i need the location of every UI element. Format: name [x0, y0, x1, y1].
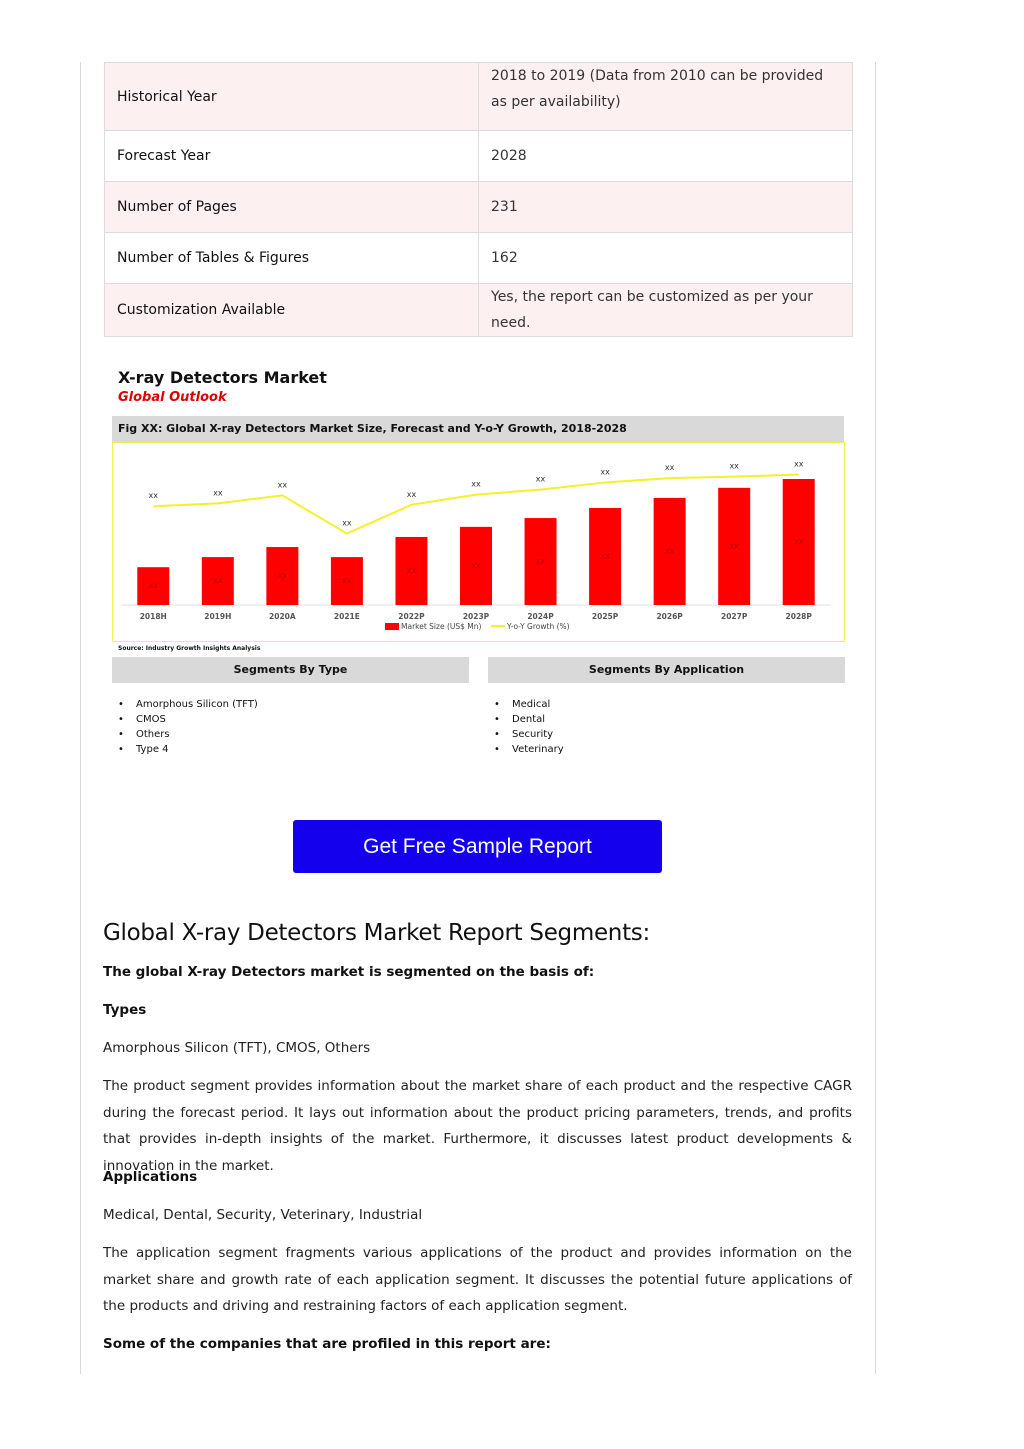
list-item: • Type 4	[118, 742, 258, 757]
market-infographic	[104, 360, 853, 760]
bar-label: xx	[600, 551, 610, 561]
types-list: Amorphous Silicon (TFT), CMOS, Others	[103, 1040, 371, 1056]
applications-heading: Applications	[103, 1169, 198, 1185]
chart-source: Source: Industry Growth Insights Analysis	[118, 645, 261, 652]
list-item: • Medical	[494, 697, 564, 712]
x-tick-label: 2019H	[204, 612, 232, 621]
list-item: • Amorphous Silicon (TFT)	[118, 697, 258, 712]
x-tick-label: 2018H	[139, 612, 167, 621]
list-item: • Security	[494, 727, 564, 742]
list-item: • Dental	[494, 712, 564, 727]
types-description: The product segment provides information about the market share of each product and the respective CAGR during the forecast period. It lays out information about the product pricing parameters, trends, and profits that provides in-depth insights of the market. Furthermore, it discusses latest product developments & innovation in the market.	[103, 1078, 852, 1174]
x-tick-label: 2020A	[269, 612, 296, 621]
x-tick-label: 2023P	[462, 612, 490, 621]
line-point-label: xx	[213, 488, 223, 498]
table-row	[105, 131, 853, 182]
line-point-label: xx	[729, 461, 739, 471]
legend-swatch-bars	[385, 623, 399, 630]
bar-label: xx	[342, 576, 352, 586]
table-key: Number of Tables & Figures	[105, 233, 479, 284]
table-key: Historical Year	[105, 63, 479, 131]
get-free-sample-button[interactable]: Get Free Sample Report	[293, 820, 662, 873]
list-item: • CMOS	[118, 712, 258, 727]
line-point-label: xx	[342, 518, 352, 528]
bar-label: xx	[471, 560, 481, 570]
line-point-label: xx	[277, 480, 288, 490]
x-tick-label: 2026P	[656, 612, 683, 621]
table-value: 231	[479, 182, 853, 233]
applications-list: Medical, Dental, Security, Veterinary, Industrial	[103, 1207, 423, 1223]
table-row	[105, 182, 853, 233]
line-point-label: xx	[664, 463, 675, 473]
segments-application-list	[494, 697, 564, 757]
types-heading: Types	[103, 1002, 147, 1018]
market-chart	[113, 443, 843, 640]
table-key: Forecast Year	[105, 131, 479, 182]
infographic-title: X-ray Detectors Market	[118, 368, 327, 387]
section-intro: The global X-ray Detectors market is segmented on the basis of:	[103, 964, 595, 980]
line-point-label: xx	[406, 489, 417, 499]
figure-caption: Fig XX: Global X-ray Detectors Market Size, Forecast and Y-o-Y Growth, 2018-2028	[112, 416, 844, 442]
table-value: 2018 to 2019 (Data from 2010 can be provided as per availability)	[479, 63, 853, 131]
line-point-label: xx	[793, 459, 804, 469]
table-value: 2028	[479, 131, 853, 182]
list-item: • Others	[118, 727, 258, 742]
bar-label: xx	[213, 576, 223, 586]
bar-label: xx	[729, 541, 739, 551]
companies-heading: Some of the companies that are profiled in this report are:	[103, 1336, 551, 1352]
legend-label-line: Y-o-Y Growth (%)	[507, 622, 570, 631]
bar-label: xx	[664, 546, 675, 556]
report-details-table	[104, 62, 853, 337]
list-item: • Veterinary	[494, 742, 564, 757]
x-tick-label: 2027P	[720, 612, 748, 621]
x-tick-label: 2025P	[591, 612, 619, 621]
table-row	[105, 284, 853, 337]
x-tick-label: 2022P	[398, 612, 425, 621]
bar-label: xx	[277, 571, 288, 581]
bar-label: xx	[793, 537, 804, 546]
line-point-label: xx	[535, 474, 546, 484]
segments-application-heading: Segments By Application	[488, 657, 845, 683]
table-value: Yes, the report can be customized as per your need.	[479, 284, 853, 337]
chart-container	[112, 442, 845, 642]
bar-label: xx	[535, 556, 546, 566]
section-title: Global X-ray Detectors Market Report Segments:	[103, 920, 650, 946]
line-point-label: xx	[471, 479, 481, 489]
line-point-label: xx	[148, 491, 159, 501]
table-key: Number of Pages	[105, 182, 479, 233]
table-key: Customization Available	[105, 284, 479, 337]
table-row	[105, 63, 853, 131]
table-row	[105, 233, 853, 284]
x-tick-label: 2028P	[785, 612, 812, 621]
infographic-subtitle: Global Outlook	[118, 390, 227, 405]
x-tick-label: 2021E	[333, 612, 360, 621]
line-point-label: xx	[600, 467, 610, 477]
bar-label: xx	[148, 581, 159, 591]
segments-type-heading: Segments By Type	[112, 657, 469, 683]
applications-description: The application segment fragments various applications of the product and provides information on the market share and growth rate of each application segment. It discusses the potential future applications of the products and driving and restraining factors of each application segment.	[103, 1245, 852, 1314]
bar-label: xx	[406, 565, 417, 575]
legend-label-bars: Market Size (US$ Mn)	[401, 622, 482, 631]
segments-type-list	[118, 697, 258, 757]
x-tick-label: 2024P	[527, 612, 554, 621]
table-value: 162	[479, 233, 853, 284]
